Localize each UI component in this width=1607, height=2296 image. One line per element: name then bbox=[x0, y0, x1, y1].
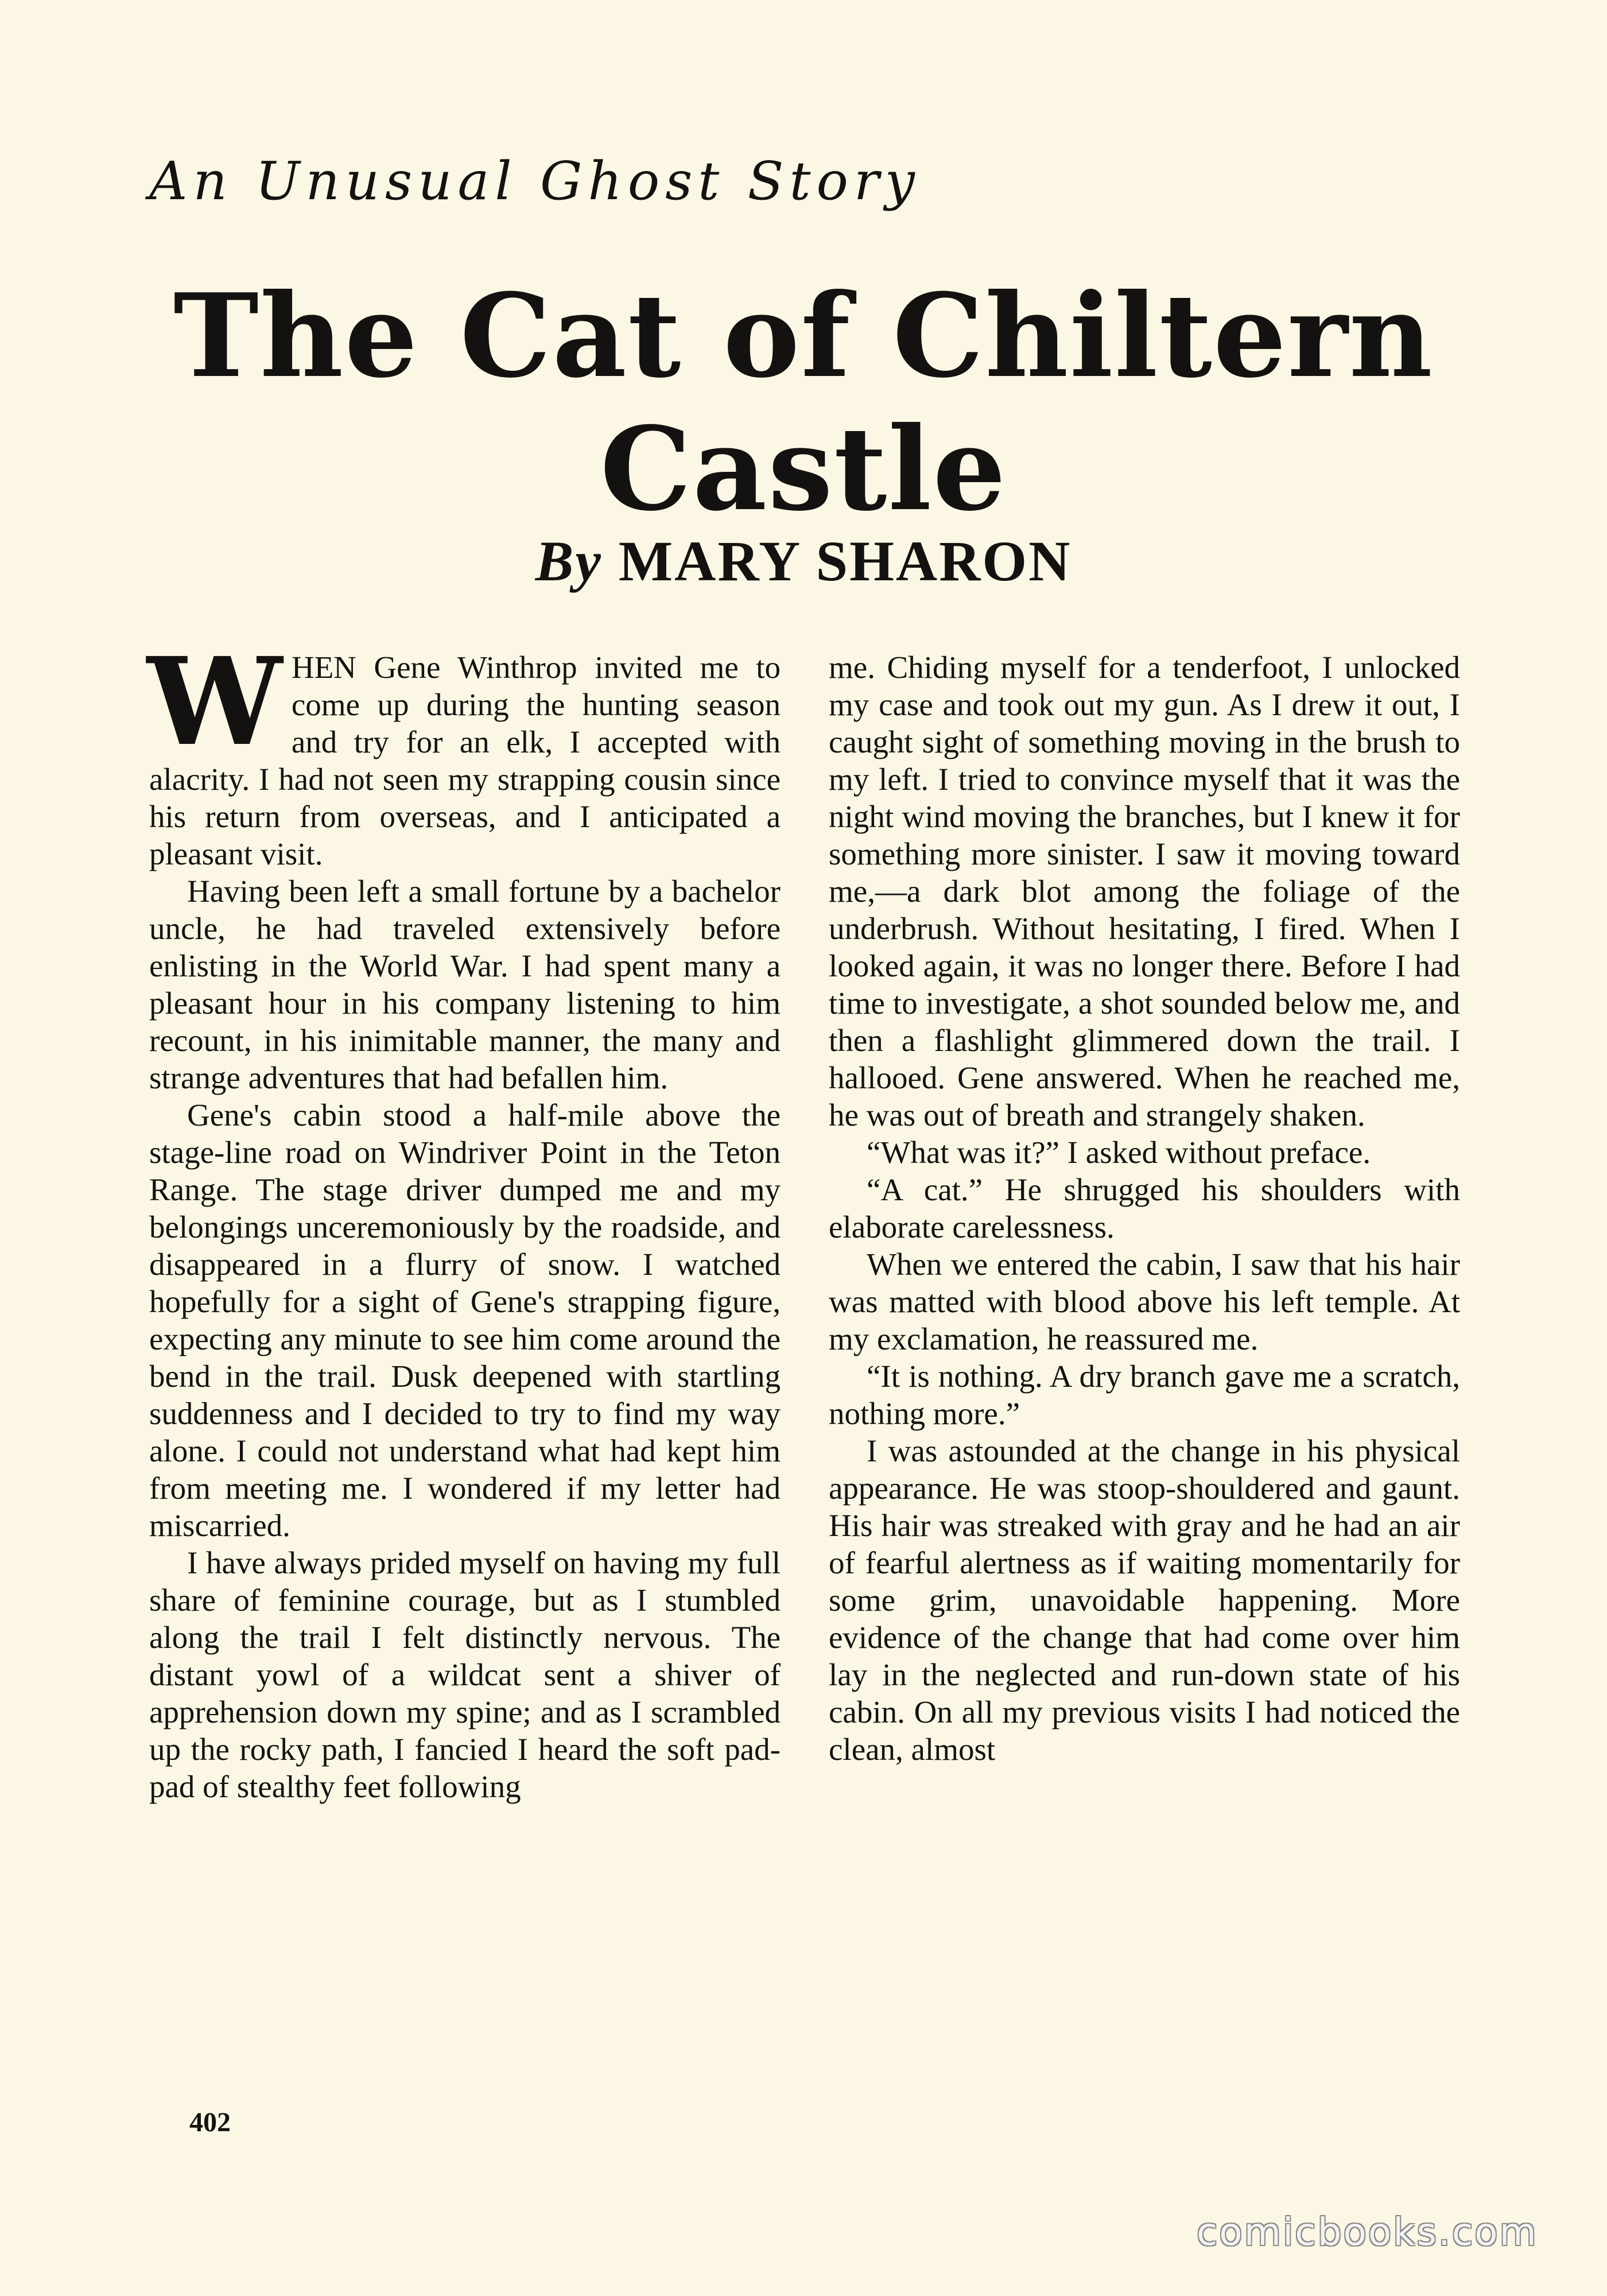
title-line-2: Castle bbox=[600, 402, 1007, 537]
paragraph: I have always prided myself on having my full share of feminine courage, but as I stumbled along the trail I felt distinctly nervous. The distant yowl of a wildcat sent a shiver of apprehension down my spine; and as I scrambled up the rocky path, I fancied I heard the soft pad-pad of stealthy feet following bbox=[149, 1545, 781, 1804]
drop-cap: W bbox=[147, 631, 282, 773]
byline bbox=[0, 528, 1607, 594]
paragraph: Gene's cabin stood a half-mile above the stage-line road on Windriver Point in the Teton Range. The stage driver dumped me and my belongings unceremoniously by the roadside, and disappeared in a flurry of snow. I watched hopefully for a sight of Gene's strapping figure, expecting any minute to see him come around the bend in the trail. Dusk deepened with startling suddenness and I decided to try to find my way alone. I could not understand what had kept him from meeting me. I wondered if my letter had miscarried. bbox=[149, 1097, 781, 1543]
byline-by: By bbox=[535, 529, 603, 593]
left-column bbox=[147, 631, 781, 1805]
paragraph: “A cat.” He shrugged his shoulders with elaborate carelessness. bbox=[829, 1172, 1460, 1244]
watermark: comicbooks.com bbox=[1197, 2210, 1538, 2254]
story-kicker: An Unusual Ghost Story bbox=[149, 150, 921, 212]
story-title bbox=[0, 270, 1607, 536]
paragraph: me. Chiding myself for a tenderfoot, I unlocked my case and took out my gun. As I drew it out, I caught sight of something moving in the brush to my left. I tried to convince myself that it was the night wind moving the branches, but I knew it for something more sinister. I saw it moving toward me,—a dark blot among the foliage of the underbrush. Without hesitating, I fired. When I looked again, it was no longer there. Before I had time to investigate, a shot sounded below me, and then a flashlight glimmered down the trail. I hallooed. Gene answered. When he reached me, he was out of breath and strangely shaken. bbox=[829, 650, 1460, 1133]
paragraph bbox=[147, 631, 781, 872]
paragraph: “It is nothing. A dry branch gave me a scratch, nothing more.” bbox=[829, 1359, 1460, 1431]
paragraph: Having been left a small fortune by a bachelor uncle, he had traveled extensively before enlisting in the World War. I had spent many a pleasant hour in his company listening to him recount, in his inimitable manner, the many and strange adventures that had befallen him. bbox=[149, 874, 781, 1095]
paragraph: When we entered the cabin, I saw that his hair was matted with blood above his left temple. At my exclamation, he reassured me. bbox=[829, 1247, 1460, 1356]
page-number: 402 bbox=[189, 2107, 231, 2138]
right-column bbox=[829, 649, 1460, 1768]
title-line-1: The Cat of Chiltern bbox=[173, 269, 1434, 404]
author-name: MARY SHARON bbox=[618, 529, 1072, 593]
paragraph: “What was it?” I asked without preface. bbox=[867, 1135, 1371, 1170]
paragraph: I was astounded at the change in his physical appearance. He was stoop-shouldered and gaunt. His hair was streaked with gray and he had an air of fearful alertness as if waiting momentarily for some grim, unavoidable happening. More evidence of the change that had come over him lay in the neglected and run-down state of his cabin. On all my previous visits I had noticed the clean, almost bbox=[829, 1433, 1460, 1767]
paragraph-text: HEN Gene Winthrop invited me to come up during the hunting season and try for an elk, I accepted with alacrity. I had not seen my strapping cousin since his return from overseas, and I anticipated a pleasant visit. bbox=[149, 650, 781, 871]
